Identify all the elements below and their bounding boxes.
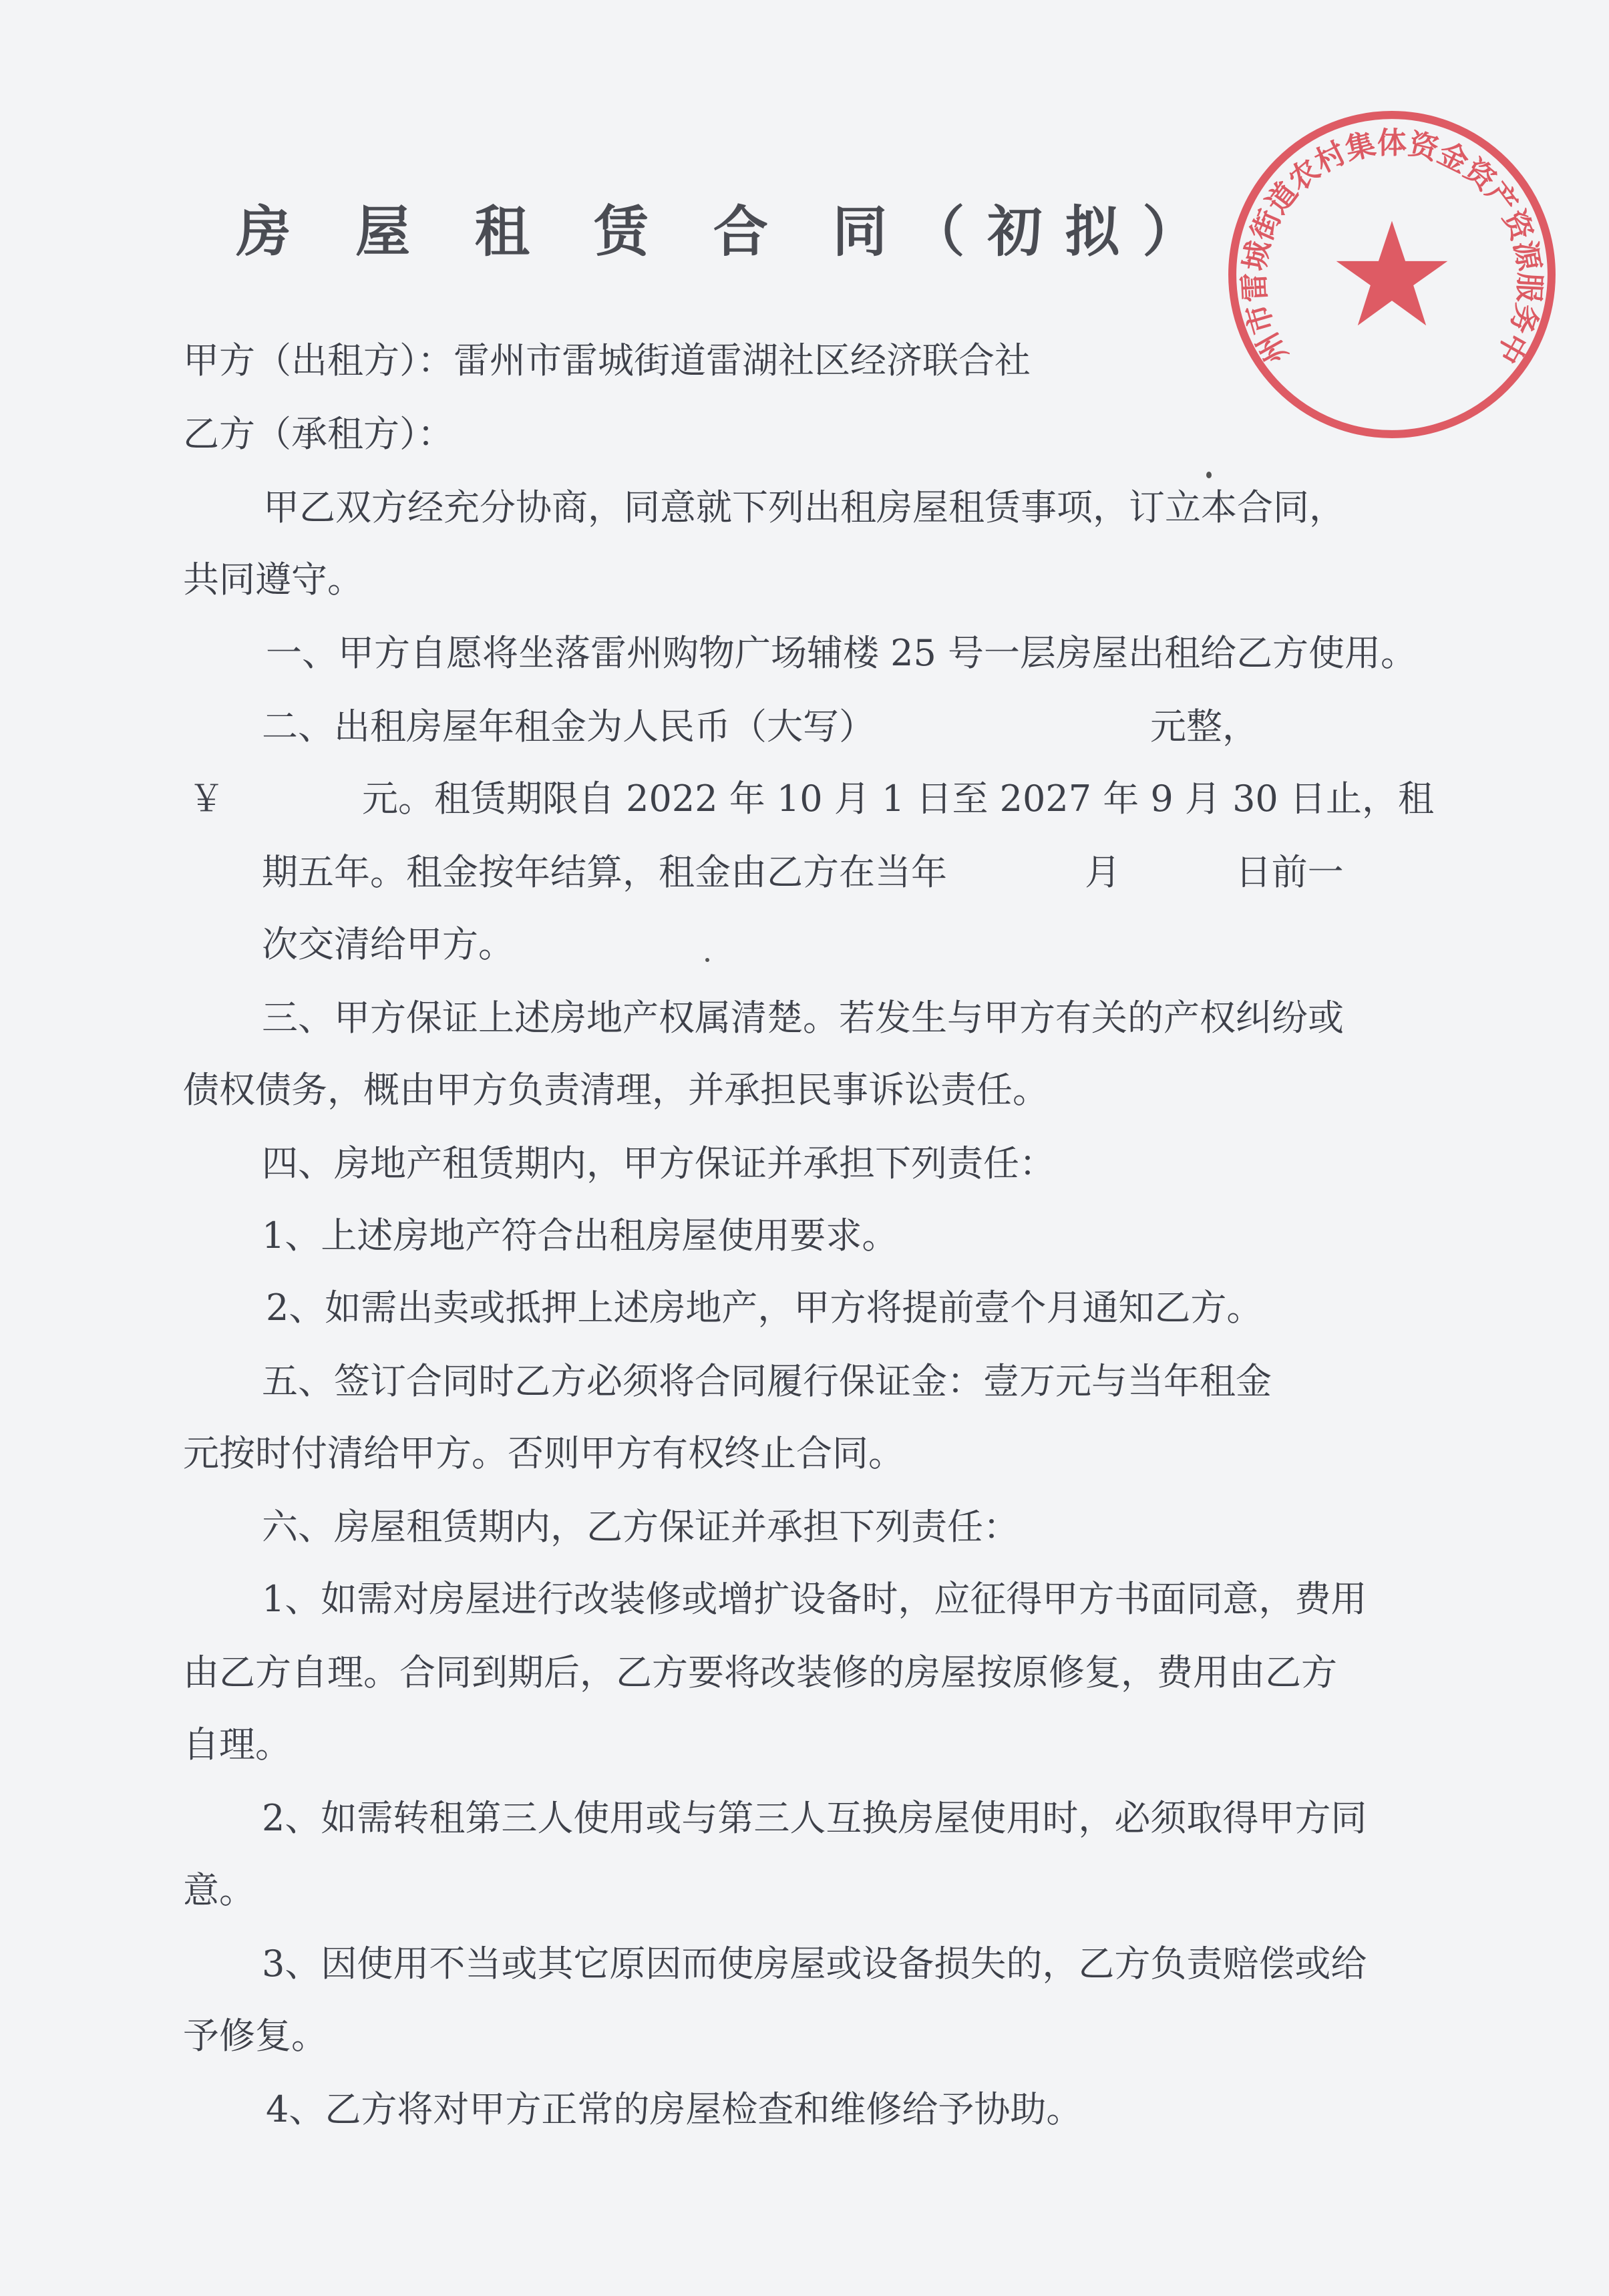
clause-3-line: 债权债务，概由甲方负责清理，并承担民事诉讼责任。 — [183, 1069, 1049, 1111]
party-a-line: 甲方（出租方）：雷州市雷城街道雷湖社区经济联合社 — [183, 339, 1031, 381]
party-b-line: 乙方（承租方）： — [183, 413, 454, 455]
page-title: 房 屋 租 赁 合 同（初拟） — [236, 200, 1220, 264]
ink-speck — [705, 958, 709, 962]
clause-2-line: 期五年。租金按年结算，租金由乙方在当年 月 日前一 — [262, 851, 1344, 893]
seal-graphic — [1224, 107, 1560, 442]
clause-2-line: ￥ 元。租赁期限自 2022 年 10 月 1 日至 2027 年 9 月 30 日止，租 — [188, 778, 1434, 820]
clause-6-item-line: 3、因使用不当或其它原因而使房屋或设备损失的，乙方负责赔偿或给 — [262, 1943, 1367, 1985]
clause-2-line: 次交清给甲方。 — [262, 923, 514, 965]
svg-text:雷州市雷城街道农村集体资金资产资源服务中心 — [1224, 107, 1547, 369]
seal-star-icon — [1336, 221, 1448, 326]
clause-2-line: 二、出租房屋年租金为人民币（大写） 元整， — [262, 705, 1258, 748]
clause-3-line: 三、甲方保证上述房地产权属清楚。若发生与甲方有关的产权纠纷或 — [262, 997, 1344, 1039]
clause-6-line: 六、房屋租赁期内，乙方保证并承担下列责任： — [262, 1506, 1019, 1548]
clause-4-item-line: 2、如需出卖或抵押上述房地产，甲方将提前壹个月通知乙方。 — [266, 1287, 1263, 1329]
clause-1-line: 一、甲方自愿将坐落雷州购物广场辅楼 25 号一层房屋出租给乙方使用。 — [266, 632, 1417, 674]
paragraph-line: 共同遵守。 — [183, 558, 363, 601]
clause-6-item-line: 2、如需转租第三人使用或与第三人互换房屋使用时，必须取得甲方同 — [262, 1797, 1367, 1839]
paragraph-line: 甲乙双方经充分协商，同意就下列出租房屋租赁事项，订立本合同， — [263, 486, 1345, 528]
clause-6-item-line: 予修复。 — [183, 2015, 327, 2057]
ink-speck — [1206, 472, 1212, 478]
clause-5-line: 五、签订合同时乙方必须将合同履行保证金：壹万元与当年租金 — [262, 1360, 1272, 1402]
clause-6-item-line: 自理。 — [183, 1724, 291, 1766]
clause-6-item-line: 4、乙方将对甲方正常的房屋检查和维修给予协助。 — [266, 2088, 1083, 2130]
clause-6-item-line: 意。 — [183, 1869, 255, 1911]
official-seal — [1224, 107, 1560, 442]
clause-6-item-line: 由乙方自理。合同到期后，乙方要将改装修的房屋按原修复，费用由乙方 — [183, 1651, 1337, 1693]
clause-5-line: 元按时付清给甲方。否则甲方有权终止合同。 — [183, 1432, 904, 1474]
clause-4-line: 四、房地产租赁期内，甲方保证并承担下列责任： — [262, 1142, 1055, 1184]
seal-text: 州市雷城街道农村集体资金资产资源服务中 — [1237, 126, 1547, 369]
clause-6-item-line: 1、如需对房屋进行改装修或增扩设备时，应征得甲方书面同意，费用 — [262, 1578, 1367, 1620]
clause-4-item-line: 1、上述房地产符合出租房屋使用要求。 — [262, 1214, 898, 1257]
